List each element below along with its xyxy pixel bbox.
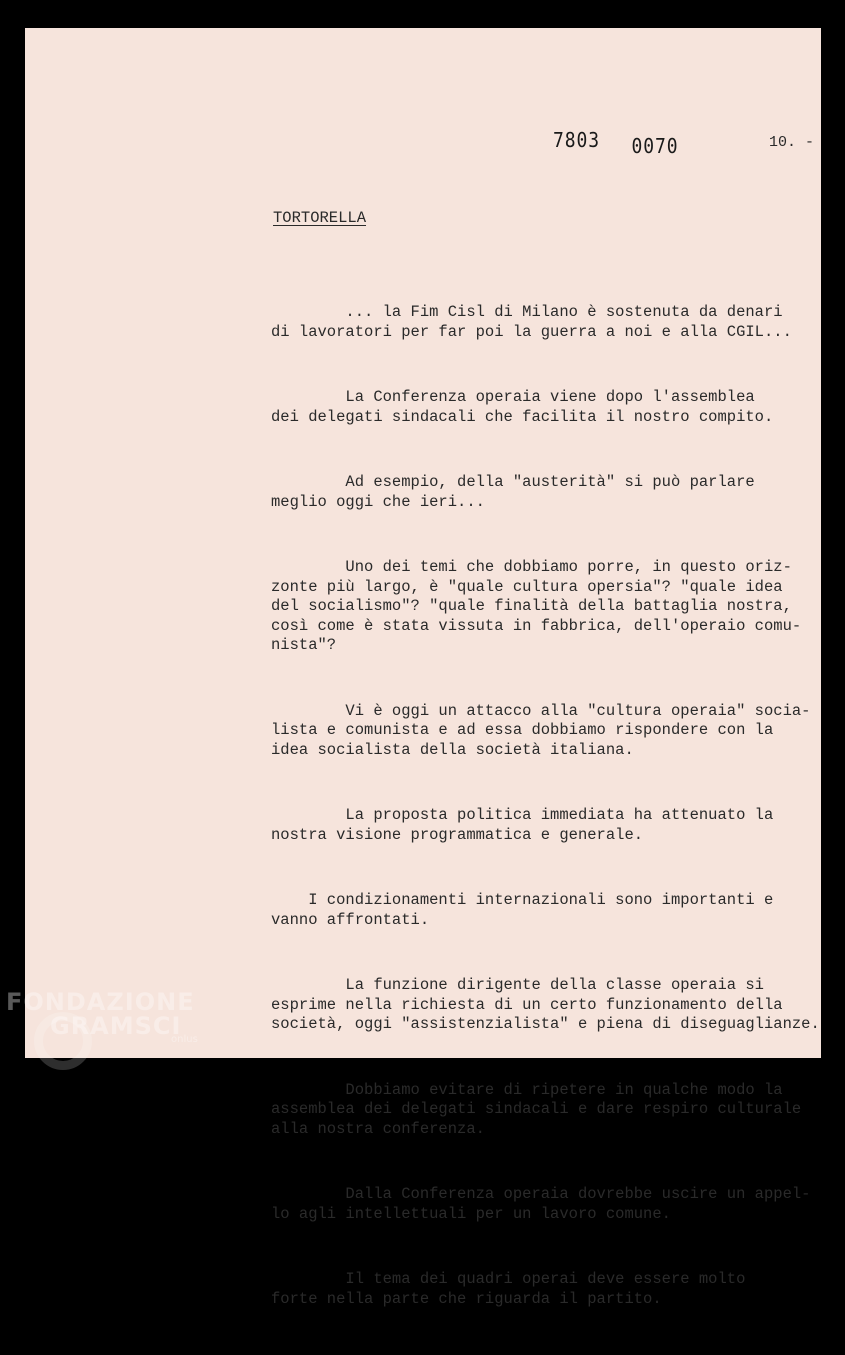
paragraph: Il tema dei quadri operai deve essere molto forte nella parte che riguarda il partito. — [271, 1270, 746, 1308]
document-page — [25, 28, 821, 1308]
paragraph: I condizionamenti internazionali sono importanti e vanno affrontati. — [271, 891, 774, 929]
speaker-heading: TORTORELLA — [273, 209, 367, 227]
watermark-line1: FONDAZIONE — [6, 988, 195, 1016]
paragraph: Ad esempio, della "austerità" si può parlare meglio oggi che ieri... — [271, 473, 755, 511]
paragraph: La Conferenza operaia viene dopo l'assemblea dei delegati sindacali che facilita il nostro compito. — [271, 388, 774, 426]
paragraph: Uno dei temi che dobbiamo porre, in questo oriz- zonte più largo, è "quale cultura opersia"? "quale idea del socialismo"? "quale finalità della battaglia nostra, così come è stata vissuta in fabbrica, dell'operaio comu- nista"? — [271, 558, 802, 654]
paragraph: Dalla Conferenza operaia dovrebbe uscire un appel- lo agli intellettuali per un lavoro comune. — [271, 1185, 811, 1223]
watermark-logo — [6, 988, 198, 1045]
paragraph: ... la Fim Cisl di Milano è sostenuta da denari di lavoratori per far poi la guerra a noi e alla CGIL... — [271, 303, 792, 341]
archive-stamp — [553, 128, 679, 158]
watermark-line3: onlus — [171, 1034, 198, 1045]
page-number: 10. - — [769, 134, 815, 151]
document-body — [271, 264, 841, 1355]
paragraph: La proposta politica immediata ha attenuato la nostra visione programmatica e generale. — [271, 806, 774, 844]
paragraph: Dobbiamo evitare di ripetere in qualche modo la assemblea dei delegati sindacali e dare respiro culturale alla nostra conferenza. — [271, 1080, 802, 1138]
paragraph: Vi è oggi un attacco alla "cultura operaia" socia- lista e comunista e ad essa dobbiamo rispondere con la idea socialista della società italiana. — [271, 701, 811, 759]
watermark-line2: GRAMSCI — [50, 1012, 182, 1040]
paragraph: La funzione dirigente della classe operaia si esprime nella richiesta di un certo funzionamento della società, oggi "assistenzialista" e piena di diseguaglianze. — [271, 976, 820, 1033]
archive-number-first: 7803 — [553, 128, 600, 152]
archive-number-second: 0070 — [631, 134, 679, 158]
